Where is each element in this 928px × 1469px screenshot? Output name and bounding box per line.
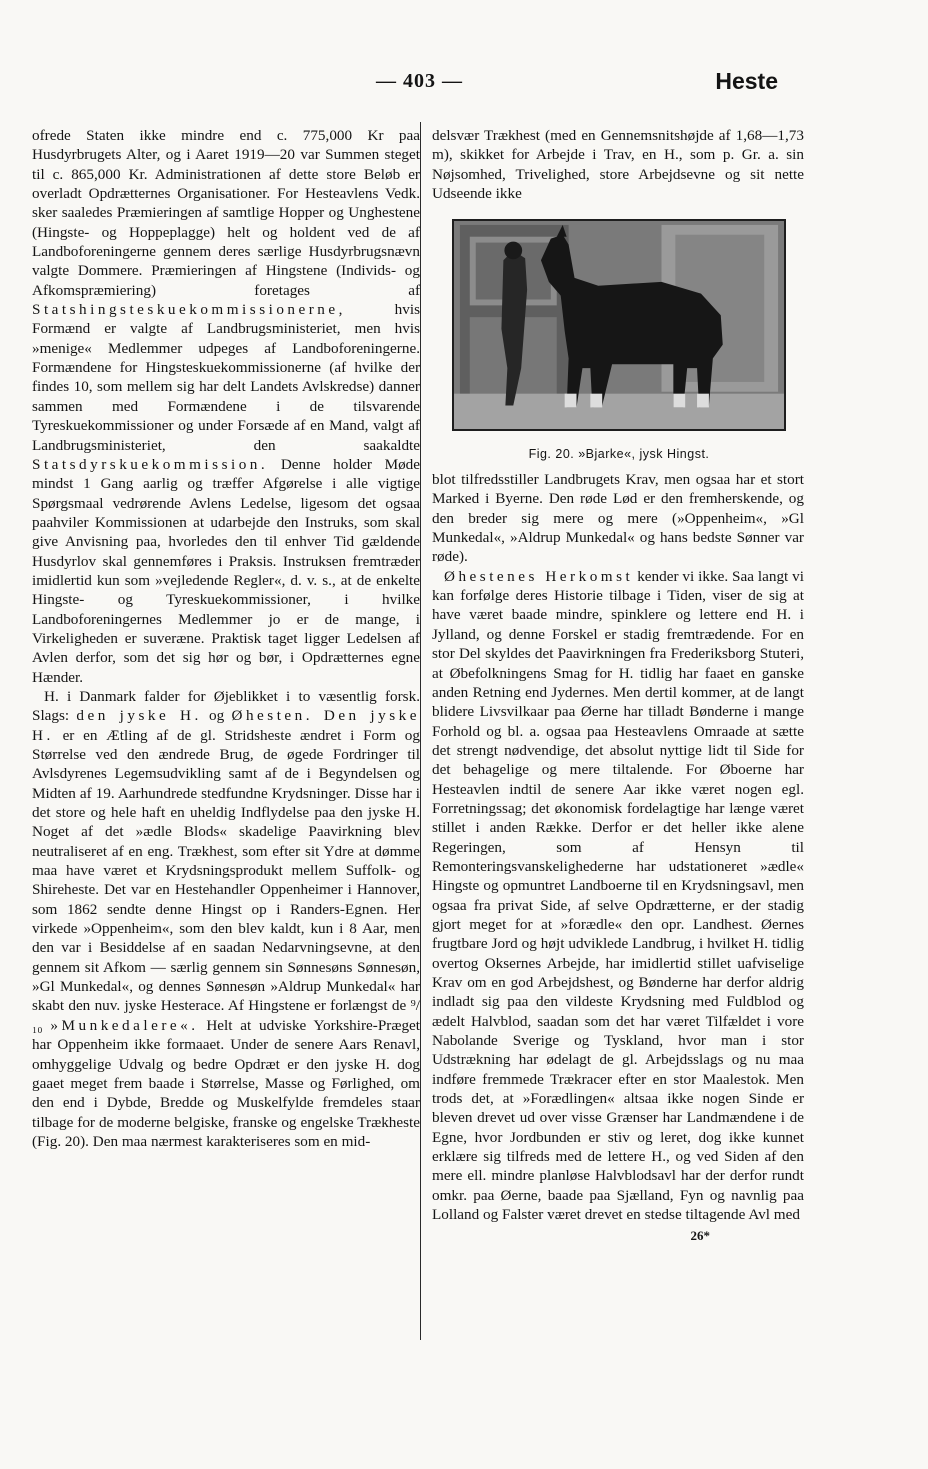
running-head: Heste	[715, 68, 778, 94]
figure-caption: Fig. 20. »Bjarke«, jysk Hingst.	[528, 446, 710, 461]
right-column	[432, 126, 804, 1246]
horse-photo	[452, 219, 786, 431]
left-column	[32, 126, 420, 1151]
figure	[452, 219, 786, 464]
paragraph: Øhestenes Herkomst kender vi ikke. Saa langt vi kan forfølge deres Historie tilbage i Tiden, viser de sig at have været baade mindre, spinklere og lettere end H. i Jylland, og denne Forskel er stadig fremtrædende. For en stor Del skyldes det Paavirkningen fra Frederiksborg Stuteri, at Øbefolkningens Smag for H. tidlig har faaet en ganske anden Retning end Jydernes. Men dertil kommer, at de langt blidere Livsvilkaar paa Øerne har tilladt Bønderne i mange Forhold og bl. a. ogsaa paa Hesteavlens Omraade at sætte det strengt nødvendige, det absolut nyttige lidt til Side for det behagelige og mere tiltalende. For Øboerne har Hesteavlen indtil de senere Aar ikke været nogen egl. Forretningssag; det økonomisk fordelagtige har længe været stillet i anden Række. Derfor er det heller ikke alene Regeringen, som af Hensyn til Remonteringsvanskelighederne har udstationeret »ædle« Hingste og opmuntret Landboerne til en Krydsningsavl, men ogsaa fra privat Side, af selve Opdrætterne, er der stadig gjort meget for at »forædle« den opr. Landhest. Øernes frugtbare Jord og højt udviklede Landbrug, i hvilket H. tidlig overtog Oksernes Arbejde, har imidlertid stillet uafviselige Krav om en god Arbejdshest, og Bønderne har derfor aldrig indladt sig paa den vildeste Krydsning med Fuldblod og ædelt Halvblod, saadan som det har været Tilfældet i vore Nabolande Sverige og Tyskland, hvor man i stor Udstrækning har ødelagt de gl. Arbejdsslags og nu maa indføre fremmede Trækracer efter en stor Maalestok. Men trods det, at »Forædlingen« altsaa ikke nogen Sinde er bleven drevet ud over visse Grænser har Landmændene i de Egne, hvor Jordbunden er stiv og leret, dog ikke kunnet erklære sig tilfreds med de lettere H., og ved Siden af den mere ell. mindre planløse Halvblodsavl har der derfor rundt omkr. paa Øerne, baade paa Sjælland, Fyn og navnlig paa Lolland og Falster været drevet en stedse tiltagende Avl med	[432, 567, 804, 1224]
paragraph: delsvær Trækhest (med en Gennemsnitshøjde af 1,68—1,73 m), skikket for Arbejde i Trav, en H., som p. Gr. a. sin Nøjsomhed, Trivelighed, store Arbejdsevne og sit nette Udseende ikke	[432, 127, 804, 203]
page-header	[0, 70, 928, 106]
column-divider	[420, 122, 421, 1340]
signature-mark: 26*	[690, 1228, 710, 1244]
paragraph: ofrede Staten ikke mindre end c. 775,000 Kr paa Husdyrbrugets Alter, og i Aaret 1919—20 var Summen steget til c. 865,000 Kr. Administrationen af dette store Beløb er overladt Opdrætternes Organisationer. For Hesteavlens Vedk. sker saaledes Præmieringen af samtlige Hopper og Unghestene (Hingste- og Hoppeplagge) helt og holdent ved de af Landboforeningerne gennem deres særlige Husdyrbrugsnævn valgte Dommere. Præmieringen af Hingstene (Individs- og Afkomspræmiering) foretages af Statshingsteskuekommissionerne, hvis Formænd er valgte af Landbrugsministeriet, men hvis »menige« Medlemmer udpeges af Landboforeningerne. Formændene for Hingsteskuekommissionerne (af hvilke der findes 10, som mellem sig har delt Landets Avlskredse) danner sammen med Formændene i de tilsvarende Tyreskuekommissioner og under Forsæde af en Mand, valgt af Landbrugsministeriet, den saakaldte Statsdyrskuekommission. Denne holder Møde mindst 1 Gang aarlig og træffer Afgørelse i alle vigtige Spørgsmaal vedrørende Avlens Ledelse, ligesom det ogsaa paahviler Kommissionen at udarbejde den Instruks, som skal give Anvisning paa, hvorledes den til enhver Tid gældende Husdyrlov skal gennemføres i Praksis. Instruksen fremtræder imidlertid kun som »vejledende Regler«, d. v. s., at de enkelte Hingste- og Tyreskuekommissioner, i hvilke Landboforeningernes Medlemmer jo er de mange, i Virkeligheden er suveræne. Praktisk taget ligger Ledelsen af Avlen derfor, som det sig hør og bør, i Opdrætternes egne Hænder.	[32, 127, 421, 686]
page-number: — 403 —	[376, 70, 463, 92]
paragraph: H. i Danmark falder for Øjeblikket i to væsentlig forsk. Slags: den jyske H. og Øhesten. Den jyske H. er en Ætling af de gl. Stridsheste ændret i Form og Størrelse ved den ændrede Brug, de øgede Fordringer til Avlsdyrenes Legemsudvikling samt af de i Begyndelsen og Midten af 19. Aarhundrede stedfundne Krydsninger. Disse har i det store og hele haft en uheldig Indflydelse paa den jyske H. Noget af det »ædle Blods« skadelige Paavirkning blev neutraliseret af en eng. Trækhest, som efter sit Ydre at dømme maa have været et Krydsningsprodukt mellem Suffolk- og Shireheste. Det var en Hestehandler Oppenheimer i Hannover, som 1862 sendte denne Hingst op i Randers-Egnen. Her virkede »Oppenheim«, som den blev kaldt, kun i 8 Aar, men den var i Besiddelse af en saadan Nedarvningsevne, at den gennem sit Afkom — særlig gennem sin Sønnesøns Sønnesøn, »Gl Munkedal«, og dennes Sønnesøn »Aldrup Munkedal« har skabt den nuv. jyske Hesterace. Af Hingstene er forlængst de ⁹/₁₀ »Munkedalere«. Helt at udviske Yorkshire-Præget har Oppenheim ikke formaaet. Under de senere Aars Renavl, omhyggelige Udvalg og bedre Opdræt er den jyske H. dog gaaet meget frem baade i Størrelse, Masse og Førlighed, om den end i Dybde, Bredde og Muskelfylde fremdeles staar tilbage for de moderne belgiske, franske og engelske Trækheste (Fig. 20). Den maa nærmest karakteriseres som en mid-	[32, 687, 421, 1150]
paragraph: blot tilfredsstiller Landbrugets Krav, men ogsaa har et stort Marked i Byerne. Den røde Lød er den fremherskende, og den breder sig mere og mere (»Oppenheim«, »Gl Munkedal«, »Aldrup Munkedal« og hans bedste Sønner var røde).	[432, 471, 804, 566]
